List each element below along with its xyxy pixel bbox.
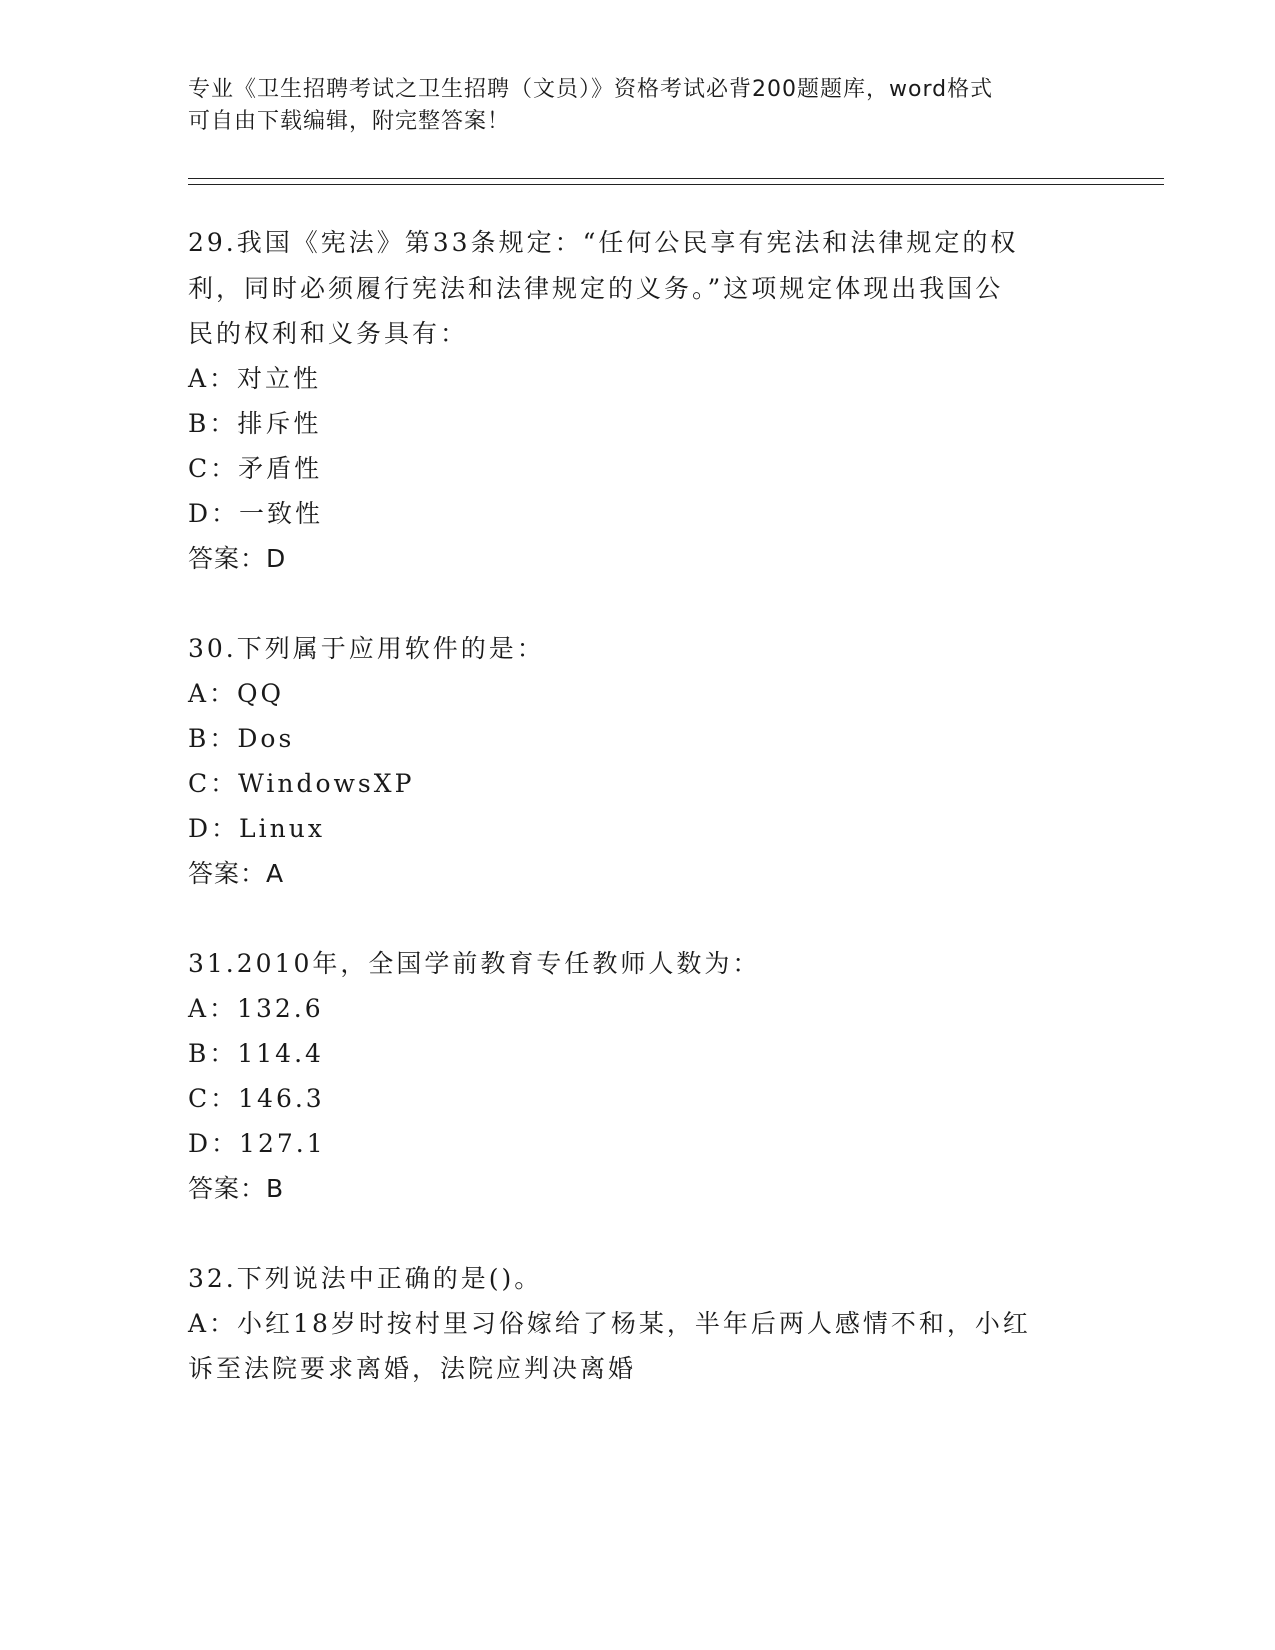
question-31-option-d: D：127.1 (188, 1129, 326, 1158)
question-32-stem-line-1: 32.下列说法中正确的是()。 (188, 1264, 543, 1293)
question-30-option-d: D：Linux (188, 814, 325, 843)
question-30-option-b: B：Dos (188, 724, 295, 753)
question-29-option-d: D：一致性 (188, 499, 324, 528)
question-29-option-b: B：排斥性 (188, 409, 322, 438)
question-31-option-a: A：132.6 (188, 994, 324, 1023)
question-31-option-c: C：146.3 (188, 1084, 325, 1113)
header-line-1: 专业《卫生招聘考试之卫生招聘（文员）》资格考试必背200题题库，word格式 (188, 77, 994, 102)
question-29-stem-line-1: 29.我国《宪法》第33条规定：“任何公民享有宪法和法律规定的权 (188, 228, 1019, 257)
question-30-answer: 答案：A (188, 859, 285, 888)
question-31-stem-line-1: 31.2010年，全国学前教育专任教师人数为： (188, 949, 761, 978)
question-30-stem-line-1: 30.下列属于应用软件的是： (188, 634, 545, 663)
question-32-option-a-cont: 诉至法院要求离婚，法院应判决离婚 (188, 1354, 637, 1383)
question-29-answer: 答案：D (188, 544, 287, 573)
question-29-stem-line-2: 利，同时必须履行宪法和法律规定的义务。”这项规定体现出我国公 (188, 274, 1004, 303)
header-rule-bottom (188, 184, 1164, 185)
question-29-option-a: A：对立性 (188, 364, 322, 393)
question-30-option-a: A：QQ (188, 679, 285, 708)
question-31-option-b: B：114.4 (188, 1039, 324, 1068)
header-line-2: 可自由下载编辑，附完整答案！ (188, 109, 511, 134)
question-29-stem-line-3: 民的权利和义务具有： (188, 319, 469, 348)
question-31-answer: 答案：B (188, 1174, 285, 1203)
document-header (188, 74, 1088, 138)
header-rule-top (188, 178, 1164, 179)
question-29-option-c: C：矛盾性 (188, 454, 323, 483)
question-32-option-a: A：小红18岁时按村里习俗嫁给了杨某，半年后两人感情不和，小红 (188, 1309, 1031, 1338)
question-30-option-c: C：WindowsXP (188, 769, 415, 798)
